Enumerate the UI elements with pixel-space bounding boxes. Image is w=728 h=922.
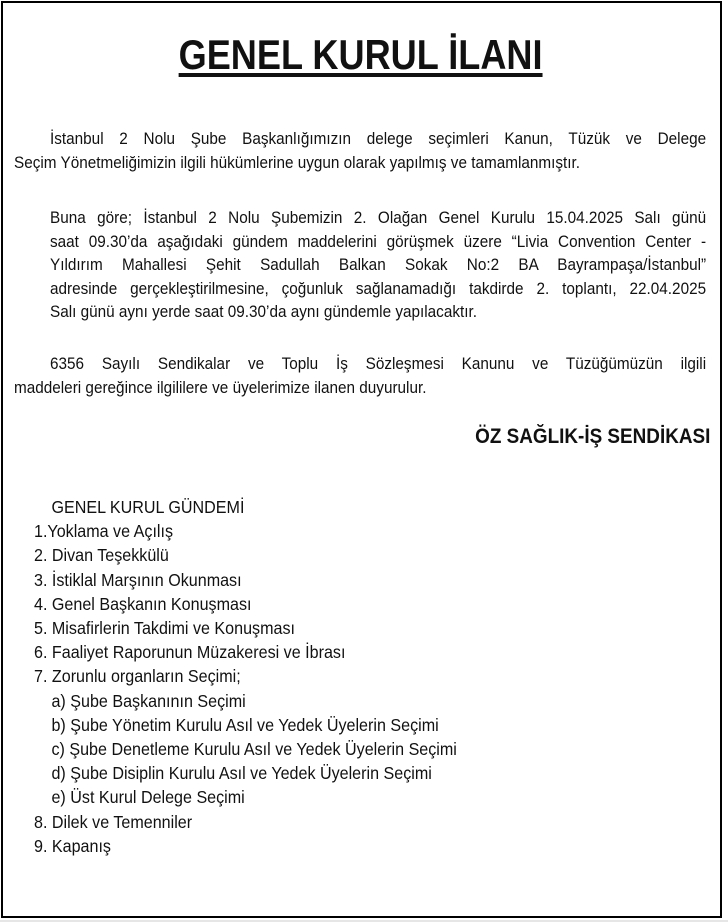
notice-title-text: GENEL KURUL İLANI [178,31,543,78]
agenda-item: 5. Misafirlerin Takdimi ve Konuşması [34,618,295,639]
agenda [34,495,494,858]
paragraph-meeting-details [14,206,706,324]
paragraph-line: maddeleri gereğince ilgililere ve üyelerimize ilanen duyurulur. [14,377,427,397]
agenda-subitem: d) Şube Disiplin Kurulu Asıl ve Yedek Üyelerin Seçimi [51,763,432,784]
agenda-item: 6. Faaliyet Raporunun Müzakeresi ve İbrası [34,642,346,663]
agenda-item: 4. Genel Başkanın Konuşması [34,593,252,614]
agenda-subitem: e) Üst Kurul Delege Seçimi [51,787,245,808]
agenda-item: 1.Yoklama ve Açılış [34,521,174,542]
union-signature: ÖZ SAĞLIK-İŞ SENDİKASI [474,425,710,448]
agenda-subitem: a) Şube Başkanının Seçimi [51,690,246,711]
notice-title [0,30,721,80]
paragraph-line: Salı günü aynı yerde saat 09.30’da aynı gündemle yapılacaktır. [50,302,477,321]
paragraph-line: Buna göre; İstanbul 2 Nolu Şubemizin 2. Olağan Genel Kurulu 15.04.2025 Salı günü [50,208,707,227]
paragraph-line: adresinde gerçekleştirilmesine, çoğunluk sağlanamadığı takdirde 2. toplantı, 22.04.2025 [50,278,707,298]
paragraph-legal-basis [14,352,706,399]
agenda-subitem: c) Şube Denetleme Kurulu Asıl ve Yedek Üyelerin Seçimi [51,739,457,760]
agenda-title: GENEL KURUL GÜNDEMİ [51,497,245,517]
agenda-item: 3. İstiklal Marşının Okunması [34,569,242,590]
paragraph-line: saat 09.30’da aşağıdaki gündem maddelerini görüşmek üzere “Livia Convention Center - [50,231,707,251]
paragraph-election-completed [14,127,706,174]
paragraph-line: Seçim Yönetmeliğimizin ilgili hükümlerine uygun olarak yapılmış ve tamamlanmıştır. [14,152,581,172]
paragraph-line: Yıldırım Mahallesi Şehit Sadullah Balkan Sokak No:2 BA Bayrampaşa/İstanbul” [50,255,707,274]
paragraph-line: İstanbul 2 Nolu Şube Başkanlığımızın delege seçimleri Kanun, Tüzük ve Delege [50,129,707,148]
agenda-subitem: b) Şube Yönetim Kurulu Asıl ve Yedek Üyelerin Seçimi [51,714,439,735]
agenda-item: 7. Zorunlu organların Seçimi; [34,666,241,687]
agenda-item: 8. Dilek ve Temenniler [34,811,193,832]
paragraph-line: 6356 Sayılı Sendikalar ve Toplu İş Sözleşmesi Kanunu ve Tüzüğümüzün ilgili [50,354,707,373]
agenda-item: 9. Kapanış [34,835,111,856]
agenda-item: 2. Divan Teşekkülü [34,545,169,566]
